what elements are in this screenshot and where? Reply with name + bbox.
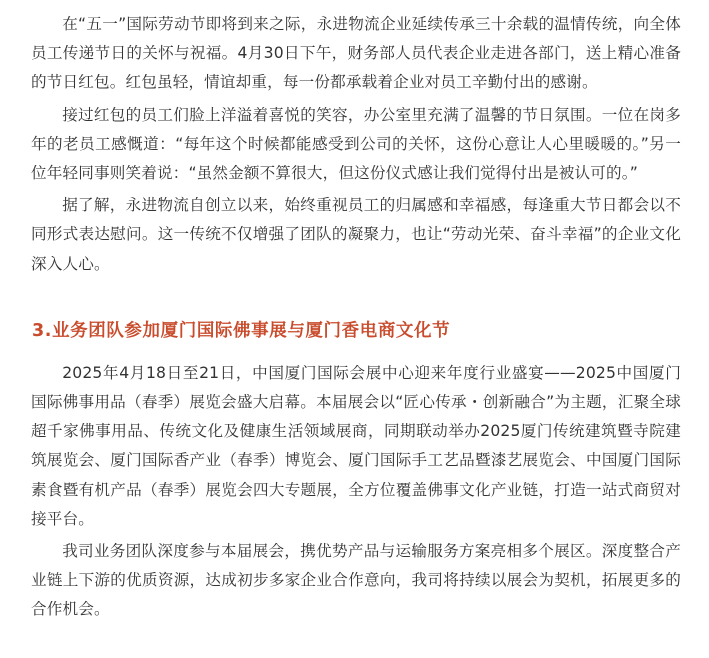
paragraph-fair-overview: 2025年4月18日至21日，中国厦门国际会展中心迎来年度行业盛宴——2025中国厦门国际佛事用品（春季）展览会盛大启幕。本届展会以“匠心传承・创新融合”为主题，汇聚全球超千家佛事用品、传统文化及健康生活领域展商，同期联动举办2025厦门传统建筑暨寺院建筑展览会、厦门国际香产业（春季）博览会、厦门国际手工艺品暨漆艺展览会、中国厦门国际素食暨有机产品（春季）展览会四大专题展，全方位覆盖佛事文化产业链，打造一站式商贸对接平台。: [31, 363, 681, 528]
paragraph-employee-reactions: 接过红包的员工们脸上洋溢着喜悦的笑容，办公室里充满了温馨的节日氛围。一位在岗多年的老员工感慨道：“每年这个时候都能感受到公司的关怀，这份心意让人心里暖暖的。”另一位年轻同事则笑着说：“虽然金额不算很大，但这份仪式感让我们觉得付出是被认可的。”: [31, 105, 681, 183]
section-heading-trade-fair: 3.业务团队参加厦门国际佛事展与厦门香电商文化节: [32, 320, 451, 341]
section-labor-day: [31, 10, 681, 279]
paragraph-team-participation: 我司业务团队深度参与本届展会，携优势产品与运输服务方案亮相多个展区。深度整合产业链上下游的优质资源，达成初步多家企业合作意向，我司将持续以展会为契机，拓展更多的合作机会。: [31, 542, 681, 619]
paragraph-company-tradition: 据了解，永进物流自创立以来，始终重视员工的归属感和幸福感，每逢重大节日都会以不同形式表达慰问。这一传统不仅增强了团队的凝聚力，也让“劳动光荣、奋斗幸福”的企业文化深入人心。: [31, 196, 681, 273]
section-trade-fair: [31, 359, 681, 625]
paragraph-holiday-greeting: 在“五一”国际劳动节即将到来之际，永进物流企业延续传承三十余载的温情传统，向全体员工传递节日的关怀与祝福。4月30日下午，财务部人员代表企业走进各部门，送上精心准备的节日红包。红包虽轻，情谊却重，每一份都承载着企业对员工辛勤付出的感谢。: [31, 15, 681, 92]
